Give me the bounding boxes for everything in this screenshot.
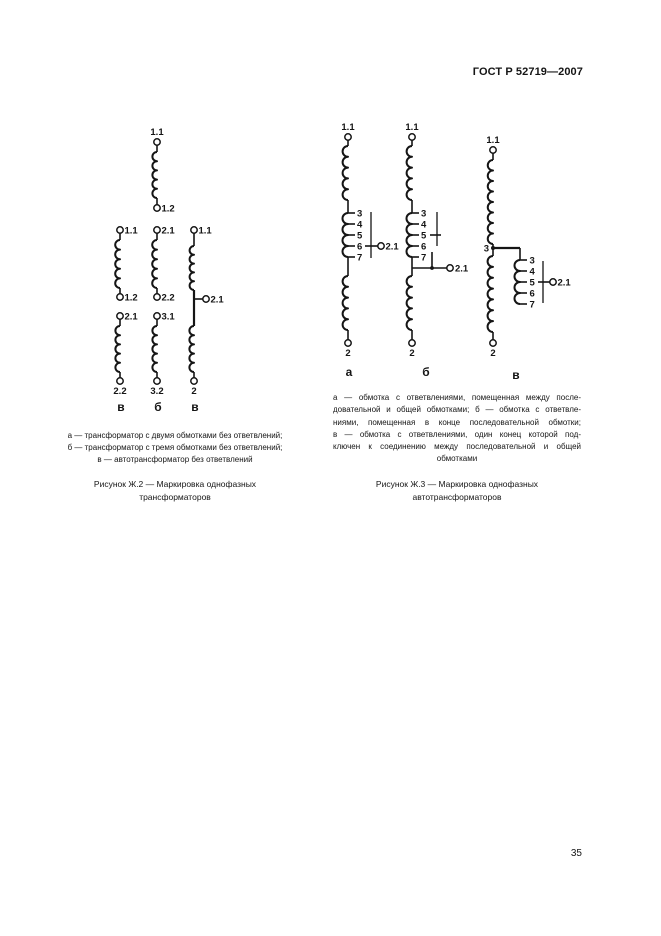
figure-zh2-caption [40,478,310,504]
zh3-column-b [405,122,469,379]
figure-zh2 [113,127,224,414]
terminal-label: 2.1 [385,241,399,253]
page-number: 35 [570,848,582,859]
variant-letter: в [512,368,520,382]
coil [407,276,412,330]
legend-line: довательной и общей обмотками; б — обмотка с ответвле- [333,405,581,415]
terminal-label: 3.2 [150,386,164,397]
terminal [154,294,160,300]
junction-dot [430,266,434,270]
variant-letter: б [154,400,162,414]
tap-label: 3 [529,255,535,267]
terminal-label: 1.2 [124,292,138,304]
zh2-column-a [113,226,138,415]
terminal-label: 3.1 [161,311,175,323]
coil [407,146,412,200]
zh2-column-b [150,226,175,415]
coil [152,240,157,288]
variant-letter: б [422,365,430,379]
terminal [378,243,384,249]
coil [115,240,120,288]
legend-line: б — трансформатор с тремя обмотками без ответвлений; [67,443,283,452]
tap-label: 5 [529,277,535,289]
zh2-column-c [189,226,224,415]
terminal [154,313,160,319]
legend-line: обмотками [436,454,478,464]
legend-line: а — трансформатор с двумя обмотками без ответвлений; [67,431,283,440]
terminal-label: 1.1 [405,122,419,133]
tapped-coil [515,260,521,304]
tap-label: 6 [529,288,535,300]
terminal-label: 1.1 [150,127,164,138]
caption-line: трансформаторов [139,492,211,502]
terminal-label: 2.2 [161,292,175,304]
terminal [191,378,197,384]
terminal [409,340,415,346]
terminal-label: 1.1 [341,122,355,133]
coil [488,256,493,332]
coil [152,326,157,372]
tapped-coil [343,213,349,257]
junction-label: 3 [483,243,489,255]
caption-line: Рисунок Ж.2 — Маркировка однофазных [93,479,257,489]
terminal-label: 1.1 [486,135,500,146]
tapped-coil [407,213,412,257]
terminal-label: 2.1 [210,294,224,306]
terminal [345,340,351,346]
tap-label: 7 [529,299,535,311]
coil [189,326,194,372]
terminal-label: 1.2 [161,203,175,215]
caption-line: автотрансформаторов [412,492,502,502]
tap-label: 7 [357,252,363,264]
coil [343,276,348,330]
terminal-label: 2 [490,348,496,359]
tap-label: 5 [357,230,363,242]
terminal [154,139,160,145]
terminal-label: 2.1 [161,225,175,237]
terminal [117,294,123,300]
terminal-label: 2.2 [113,386,127,397]
terminal [117,227,123,233]
tap-label: 4 [357,219,363,231]
tap-label: 3 [357,208,363,220]
legend-line: ниями, помещенная в конце последовательной обмотки; [333,417,581,427]
terminal [154,205,160,211]
figure-zh3-legend [333,392,581,466]
figure-zh3 [341,122,571,382]
figure-zh3-caption [333,478,581,504]
tap-label: 3 [421,208,427,220]
terminal-label: 2 [191,386,197,397]
terminal [409,134,415,140]
caption-line: Рисунок Ж.3 — Маркировка однофазных [375,479,539,489]
terminal-label: 1.1 [198,225,212,237]
terminal [203,296,209,302]
legend-line: а — обмотка с ответвлениями, помещенная между после- [333,393,581,402]
terminal [345,134,351,140]
zh3-column-a [341,122,399,379]
coil [152,152,157,198]
terminal-label: 2.1 [455,263,469,275]
figure-zh2-legend [40,430,310,466]
legend-line: ключен к соединению между последовательной и общей [333,442,581,452]
terminal [154,378,160,384]
tap-label: 6 [421,241,427,253]
terminal-label: 2 [409,348,415,359]
coil [190,246,194,290]
legend-line: в — обмотка с ответвлениями, один конец которой под- [333,429,581,439]
terminal [550,279,556,285]
variant-letter: в [191,400,199,414]
tap-label: 4 [529,266,535,278]
coil [488,160,493,244]
terminal [117,378,123,384]
zh3-column-c [484,135,572,382]
legend-line: в — автотрансформатор без ответвлений [97,455,253,464]
variant-letter: а [345,365,353,379]
variant-letter: в [117,400,125,414]
tap-label: 6 [357,241,363,253]
terminal-label: 2.1 [124,311,138,323]
tap-label: 7 [421,252,427,264]
terminal [447,265,453,271]
terminal-label: 2.1 [557,277,571,289]
coil [115,326,120,372]
terminal [154,227,160,233]
terminal [490,147,496,153]
terminal [117,313,123,319]
terminal [191,227,197,233]
terminal [490,340,496,346]
terminal-label: 1.1 [124,225,138,237]
coil [343,146,348,200]
standard-code: ГОСТ Р 52719—2007 [472,66,583,78]
zh2-top-winding [150,127,174,215]
tap-label: 5 [421,230,427,242]
tap-label: 4 [421,219,427,231]
terminal-label: 2 [345,348,351,359]
